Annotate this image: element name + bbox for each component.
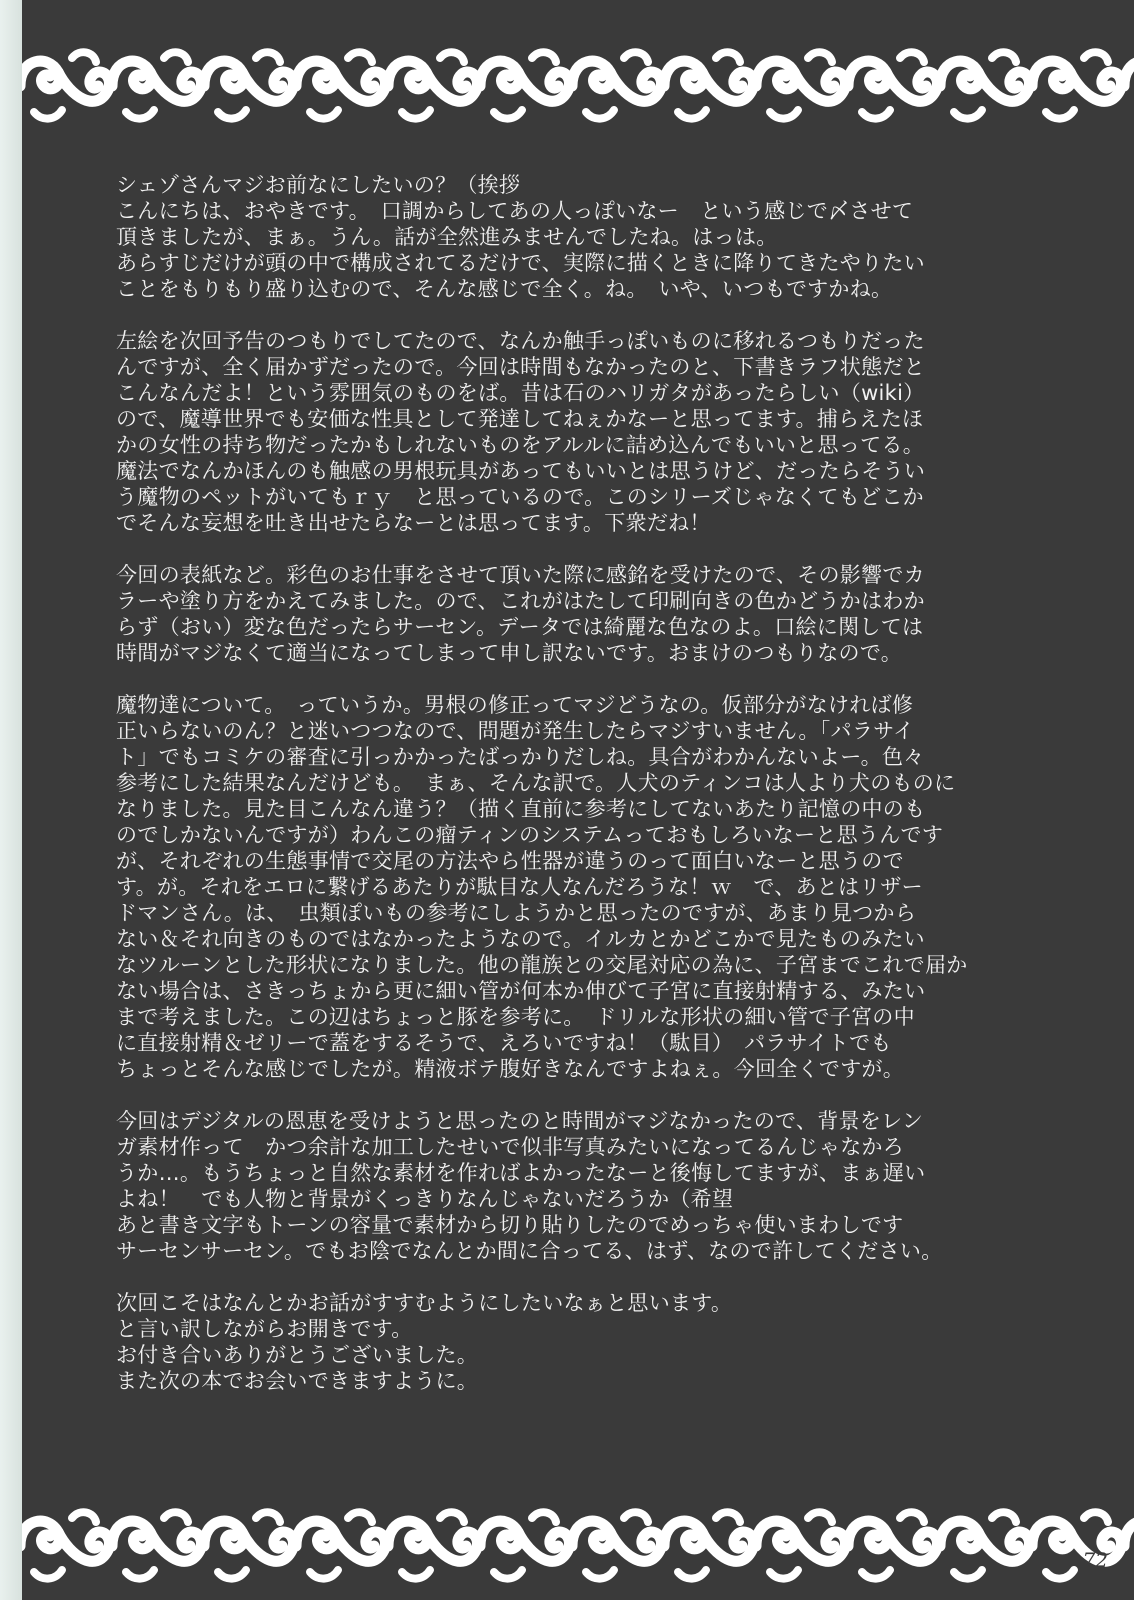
text-line: ので、魔導世界でも安価な性具として発達してねぇかなーと思ってます。捕らえたほ <box>116 407 924 431</box>
text-line: こんなんだよ！という雰囲気のものをば。昔は石のハリガタがあったらしい（wiki） <box>116 381 925 405</box>
text-line: ト」でもコミケの審査に引っかかったばっかりだしね。具合がわかんないよー。色々 <box>116 745 925 769</box>
ornament-motif <box>572 52 661 118</box>
ornament-motif <box>204 1512 293 1578</box>
paragraph <box>116 1290 1056 1394</box>
afterword-text <box>116 172 1056 1420</box>
text-line: サーセンサーセン。でもお陰でなんとか間に合ってる、はず、なので許してください。 <box>116 1239 943 1263</box>
text-line: に直接射精＆ゼリーで蓋をするそうで、えろいですね！（駄目） パラサイトでも <box>116 1031 892 1055</box>
paragraph <box>116 328 1056 536</box>
text-line: 頂きましたが、まぁ。うん。話が全然進みませんでしたね。はっは。 <box>116 225 778 249</box>
paragraph <box>116 1108 1056 1264</box>
ornament-motif <box>572 1512 661 1578</box>
text-line: と言い訳しながらお開きです。 <box>116 1317 413 1341</box>
text-line: なりました。見た目こんなん違う？（描く直前に参考にしてないあたり記憶の中のも <box>116 797 926 821</box>
paragraph <box>116 692 1056 1082</box>
ornament-motif <box>296 52 385 118</box>
text-line: また次の本でお会いできますように。 <box>116 1369 479 1393</box>
ornament-motif <box>22 52 109 118</box>
ornament-motif <box>388 52 477 118</box>
top-ornament-border <box>22 36 1134 136</box>
ornament-motif <box>756 1512 845 1578</box>
page-number: 72 <box>1082 1548 1108 1572</box>
text-line: でそんな妄想を吐き出せたらなーとは思ってます。下衆だね！ <box>116 511 711 535</box>
text-line: 参考にした結果なんだけども。 まぁ、そんな訳で。人犬のティンコは人より犬のものに <box>116 771 956 795</box>
ornament-motif <box>664 1512 753 1578</box>
ornament-motif <box>112 52 201 118</box>
ornament-motif <box>388 1512 477 1578</box>
paper-edge <box>0 0 22 1600</box>
ornament-motif <box>480 1512 569 1578</box>
text-line: あと書き文字もトーンの容量で素材から切り貼りしたのでめっちゃ使いまわしです <box>116 1213 904 1237</box>
text-line: 魔法でなんかほんのも触感の男根玩具があってもいいとは思うけど、だったらそうい <box>116 459 926 483</box>
text-line: 正いらないのん？と迷いつつなので、問題が発生したらマジすいません。「パラサイ <box>116 719 915 743</box>
text-line: 次回こそはなんとかお話がすすむようにしたいなぁと思います。 <box>116 1291 733 1315</box>
paragraph <box>116 172 1056 302</box>
ornament-motif <box>22 1512 109 1578</box>
afterword-page <box>22 0 1134 1600</box>
text-line: かの女性の持ち物だったかもしれないものをアルルに詰め込んでもいいと思ってる。 <box>116 433 925 457</box>
paragraph <box>116 562 1056 666</box>
ornament-motif <box>1124 1512 1134 1578</box>
text-line: うか…。もうちょっと自然な素材を作ればよかったなーと後悔してますが、まぁ遅い <box>116 1161 926 1185</box>
text-line: す。が。それをエロに繋げるあたりが駄目な人なんだろうな！ｗ で、あとはリザー <box>116 875 923 899</box>
ornament-motif <box>756 52 845 118</box>
text-line: こんにちは、おやきです。 口調からしてあの人っぽいなー という感じで〆させて <box>116 199 914 223</box>
text-line: 左絵を次回予告のつもりでしてたので、なんか触手っぽいものに移れるつもりだった <box>116 329 925 353</box>
text-line: あらすじだけが頭の中で構成されてるだけで、実際に描くときに降りてきたやりたい <box>116 251 925 275</box>
text-line: 今回はデジタルの恩恵を受けようと思ったのと時間がマジなかったので、背景をレン <box>116 1109 924 1133</box>
text-line: が、それぞれの生態事情で交尾の方法やら性器が違うのって面白いなーと思うので <box>116 849 904 873</box>
ornament-motif <box>296 1512 385 1578</box>
bottom-ornament-border <box>22 1496 1134 1596</box>
text-line: まで考えました。この辺はちょっと豚を参考に。 ドリルな形状の細い管で子宮の中 <box>116 1005 915 1029</box>
text-line: ラーや塗り方をかえてみました。ので、これがはたして印刷向きの色かどうかはわか <box>116 589 925 613</box>
text-line: シェゾさんマジお前なにしたいの？（挨拶 <box>116 173 521 197</box>
text-line: なツルーンとした形状になりました。他の龍族との交尾対応の為に、子宮までこれで届か <box>116 953 968 977</box>
ornament-motif <box>940 52 1029 118</box>
text-line: んですが、全く届かずだったので。今回は時間もなかったのと、下書きラフ状態だと <box>116 355 925 379</box>
text-line: ことをもりもり盛り込むので、そんな感じで全く。ね。 いや、いつもですかね。 <box>116 277 893 301</box>
text-line: 今回の表紙など。彩色のお仕事をさせて頂いた際に感銘を受けたので、その影響でカ <box>116 563 925 587</box>
text-line: ちょっとそんな感じでしたが。精液ボテ腹好きなんですよねぇ。今回全くですが。 <box>116 1057 905 1081</box>
text-line: ない場合は、さきっちょから更に細い管が何本か伸びて子宮に直接射精する、みたい <box>116 979 926 1003</box>
ornament-svg <box>22 1496 1134 1596</box>
ornament-motif <box>848 52 937 118</box>
ornament-motif <box>848 1512 937 1578</box>
text-line: ない＆それ向きのものではなかったようなので。イルカとかどこかで見たものみたい <box>116 927 925 951</box>
ornament-motif <box>112 1512 201 1578</box>
ornament-motif <box>940 1512 1029 1578</box>
ornament-svg <box>22 36 1134 136</box>
ornament-motif <box>480 52 569 118</box>
text-line: よね！ でも人物と背景がくっきりなんじゃないだろうか（希望 <box>116 1187 734 1211</box>
text-line: 魔物達について。 っていうか。男根の修正ってマジどうなの。仮部分がなければ修 <box>116 693 914 717</box>
text-line: らず（おい）変な色だったらサーセン。データでは綺麗な色なのよ。口絵に関しては <box>116 615 924 639</box>
text-line: ガ素材作って かつ余計な加工したせいで似非写真みたいになってるんじゃなかろ <box>116 1135 905 1159</box>
text-line: 時間がマジなくて適当になってしまって申し訳ないです。おまけのつもりなので。 <box>116 641 902 665</box>
text-line: ドマンさん。は、 虫類ぽいもの参考にしようかと思ったのですが、あまり見つから <box>116 901 917 925</box>
text-line: のでしかないんですが）わんこの瘤ティンのシステムっておもしろいなーと思うんです <box>116 823 944 847</box>
ornament-motif <box>204 52 293 118</box>
ornament-motif <box>664 52 753 118</box>
ornament-motif <box>1032 1512 1121 1578</box>
ornament-motif <box>1032 52 1121 118</box>
ornament-motif <box>1124 52 1134 118</box>
text-line: お付き合いありがとうございました。 <box>116 1343 479 1367</box>
text-line: う魔物のペットがいてもｒｙ と思っているので。このシリーズじゃなくてもどこか <box>116 485 924 509</box>
